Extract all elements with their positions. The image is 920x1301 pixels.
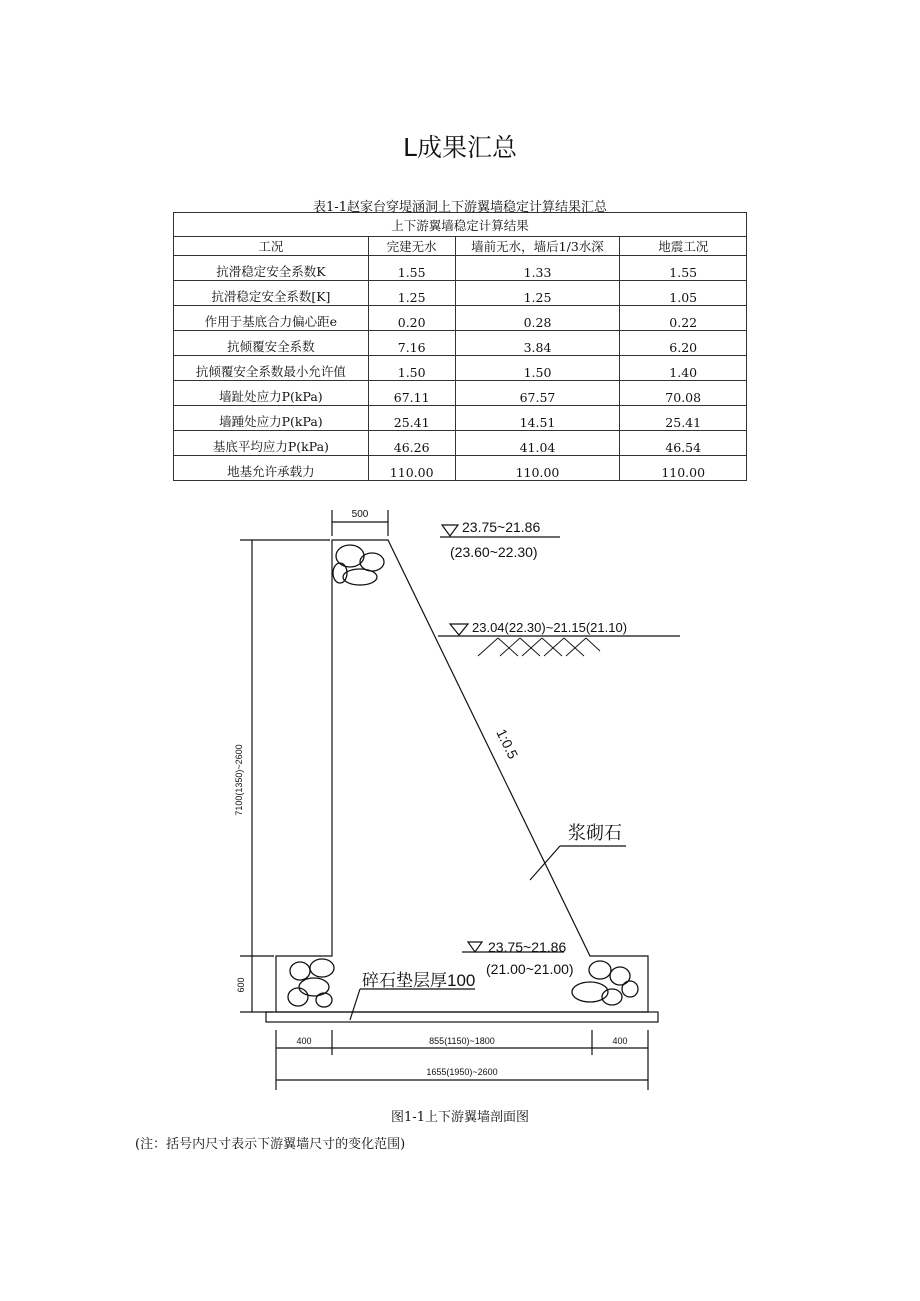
table-row: [174, 331, 747, 356]
column-header: 工况: [174, 237, 369, 256]
toe-width-dim: 400: [296, 1036, 312, 1046]
water-level-label: 23.75~21.86: [462, 519, 541, 535]
ground-hatch: [478, 638, 600, 656]
table-cell: 0.22: [620, 306, 747, 331]
table-cell: 1.33: [455, 256, 620, 281]
table-row: [174, 256, 747, 281]
slope-label: 1:0.5: [493, 726, 522, 762]
wall-outline: [276, 540, 648, 1012]
water-level-label: 23.04(22.30)~21.15(21.10): [472, 620, 628, 635]
water-level-symbol: [442, 525, 458, 536]
table-cell: 1.55: [620, 256, 747, 281]
table-cell: 70.08: [620, 381, 747, 406]
table-row: [174, 456, 747, 481]
table-cell: 1.05: [620, 281, 747, 306]
table-cell: 0.20: [368, 306, 455, 331]
row-label: 抗滑稳定安全系数K: [174, 256, 369, 281]
water-level-label: (23.60~22.30): [450, 544, 538, 560]
table-cell: 46.54: [620, 431, 747, 456]
cushion-label: 碎石垫层厚100: [362, 971, 476, 990]
table-cell: 1.25: [455, 281, 620, 306]
stone-cluster: [288, 545, 638, 1007]
row-label: 墙踵处应力P(kPa): [174, 406, 369, 431]
material-label: 浆砌石: [568, 823, 622, 843]
table-cell: 14.51: [455, 406, 620, 431]
column-header: 完建无水: [368, 237, 455, 256]
column-header: 墙前无水，墙后1/3水深: [455, 237, 620, 256]
table-cell: 110.00: [620, 456, 747, 481]
table-span-header: 上下游翼墙稳定计算结果: [174, 213, 747, 237]
table-cell: 3.84: [455, 331, 620, 356]
wing-wall-section-drawing: [200, 500, 680, 1090]
table-cell: 25.41: [620, 406, 747, 431]
row-label: 基底平均应力P(kPa): [174, 431, 369, 456]
table-cell: 46.26: [368, 431, 455, 456]
row-label: 墙趾处应力P(kPa): [174, 381, 369, 406]
table-caption: 表1-1赵家台穿堤涵洞上下游翼墙稳定计算结果汇总: [313, 200, 607, 215]
heel-width-dim: 400: [612, 1036, 628, 1046]
table-cell: 67.57: [455, 381, 620, 406]
water-level-symbol: [468, 942, 482, 952]
table-row: [174, 431, 747, 456]
middle-width-dim: 855(1150)~1800: [429, 1036, 495, 1046]
base-height-dim: 600: [236, 977, 246, 993]
table-cell: 1.50: [368, 356, 455, 381]
figure-caption: 图1-1上下游翼墙剖面图: [391, 1110, 529, 1125]
table-cell: 67.11: [368, 381, 455, 406]
table-row: [174, 281, 747, 306]
table-cell: 1.25: [368, 281, 455, 306]
table-cell: 41.04: [455, 431, 620, 456]
results-table: [173, 212, 747, 481]
row-label: 地基允许承载力: [174, 456, 369, 481]
total-width-dim: 1655(1950)~2600: [426, 1067, 498, 1077]
table-header-row: [174, 237, 747, 256]
column-header: 地震工况: [620, 237, 747, 256]
table-cell: 7.16: [368, 331, 455, 356]
table-cell: 1.50: [455, 356, 620, 381]
height-dim: 7100(1350)~2600: [234, 744, 244, 816]
table-cell: 25.41: [368, 406, 455, 431]
table-cell: 1.55: [368, 256, 455, 281]
table-row: [174, 381, 747, 406]
table-cell: 1.40: [620, 356, 747, 381]
row-label: 抗倾覆安全系数: [174, 331, 369, 356]
top-width-dim: 500: [351, 509, 369, 520]
section-title: L成果汇总: [403, 133, 517, 162]
table-cell: 110.00: [368, 456, 455, 481]
water-level-label: (21.00~21.00): [486, 961, 574, 977]
table-cell: 110.00: [455, 456, 620, 481]
row-label: 抗倾覆安全系数最小允许值: [174, 356, 369, 381]
water-level-label: 23.75~21.86: [488, 939, 567, 955]
table-cell: 6.20: [620, 331, 747, 356]
row-label: 作用于基底合力偏心距e: [174, 306, 369, 331]
table-row: [174, 306, 747, 331]
table-cell: 0.28: [455, 306, 620, 331]
row-label: 抗滑稳定安全系数[K]: [174, 281, 369, 306]
cushion-layer: [266, 1012, 658, 1022]
footnote: (注：括号内尺寸表示下游翼墙尺寸的变化范围): [135, 1137, 406, 1152]
table-row: [174, 406, 747, 431]
table-row: [174, 356, 747, 381]
water-level-symbol: [450, 624, 468, 635]
